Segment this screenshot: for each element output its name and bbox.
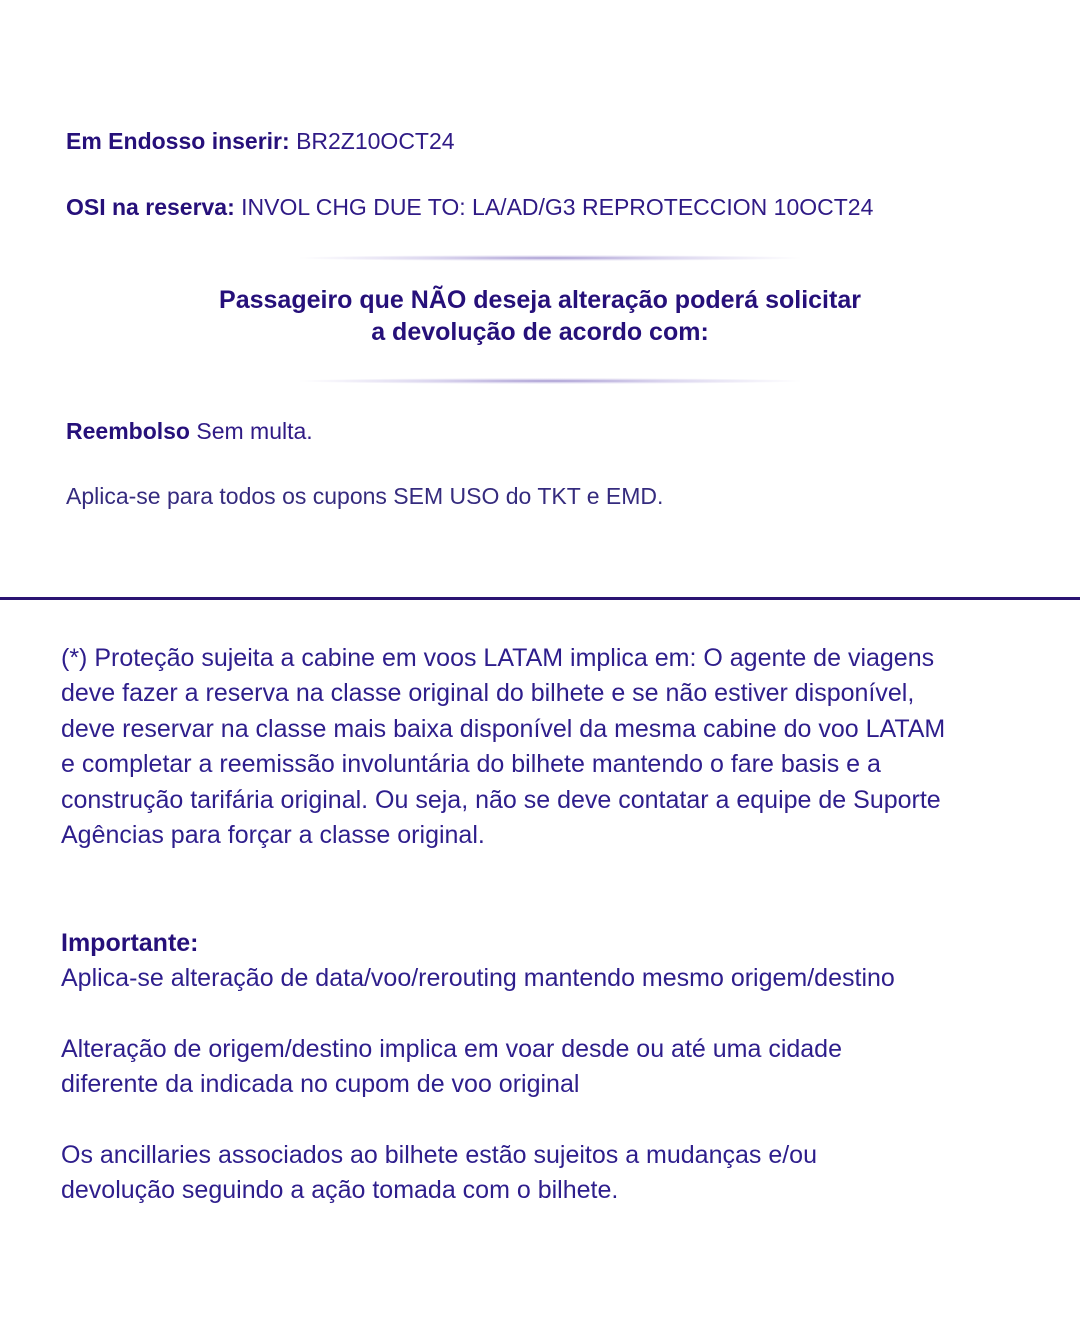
protecao-line: construção tarifária original. Ou seja, não se deve contatar a equipe de Suporte xyxy=(61,785,941,814)
importante-p2 xyxy=(61,1032,842,1103)
refund-heading-line-1: Passageiro que NÃO deseja alteração poderá solicitar xyxy=(219,286,861,314)
protecao-line: Agências para forçar a classe original. xyxy=(61,821,485,850)
reembolso-label: Reembolso xyxy=(66,418,190,444)
endosso-label: Em Endosso inserir: xyxy=(66,128,290,154)
protecao-line: deve reservar na classe mais baixa disponível da mesma cabine do voo LATAM xyxy=(61,714,946,743)
protecao-line: e completar a reemissão involuntária do bilhete mantendo o fare basis e a xyxy=(61,750,881,779)
reembolso-line xyxy=(66,416,313,446)
importante-title: Importante: xyxy=(61,929,199,957)
protecao-line: (*) Proteção sujeita a cabine em voos LATAM implica em: O agente de viagens xyxy=(61,644,935,672)
osi-line xyxy=(66,192,873,222)
endosso-line xyxy=(66,126,455,156)
importante-p1 xyxy=(61,961,895,996)
osi-value: INVOL CHG DUE TO: LA/AD/G3 REPROTECCION 10OCT24 xyxy=(241,194,874,220)
protecao-paragraph xyxy=(61,641,945,853)
importante-p2-line: diferente da indicada no cupom de voo original xyxy=(61,1070,580,1099)
endosso-value: BR2Z10OCT24 xyxy=(296,128,455,154)
top-divider xyxy=(300,255,800,261)
osi-label: OSI na reserva: xyxy=(66,194,235,220)
refund-heading-line-2: a devolução de acordo com: xyxy=(371,318,709,346)
importante-p3-line: devolução seguindo a ação tomada com o bilhete. xyxy=(61,1176,619,1205)
importante-p3 xyxy=(61,1138,817,1209)
refund-heading xyxy=(140,284,940,348)
importante-p3-line: Os ancillaries associados ao bilhete estão sujeitos a mudanças e/ou xyxy=(61,1141,817,1169)
importante-p1-line: Aplica-se alteração de data/voo/rerouting mantendo mesmo origem/destino xyxy=(61,964,895,992)
bottom-divider xyxy=(300,378,800,384)
aplica-cupons-text: Aplica-se para todos os cupons SEM USO do TKT e EMD. xyxy=(66,483,664,509)
protecao-line: deve fazer a reserva na classe original do bilhete e se não estiver disponível, xyxy=(61,679,915,708)
section-rule xyxy=(0,597,1080,600)
reembolso-value: Sem multa. xyxy=(196,418,313,444)
importante-p2-line: Alteração de origem/destino implica em voar desde ou até uma cidade xyxy=(61,1035,842,1063)
